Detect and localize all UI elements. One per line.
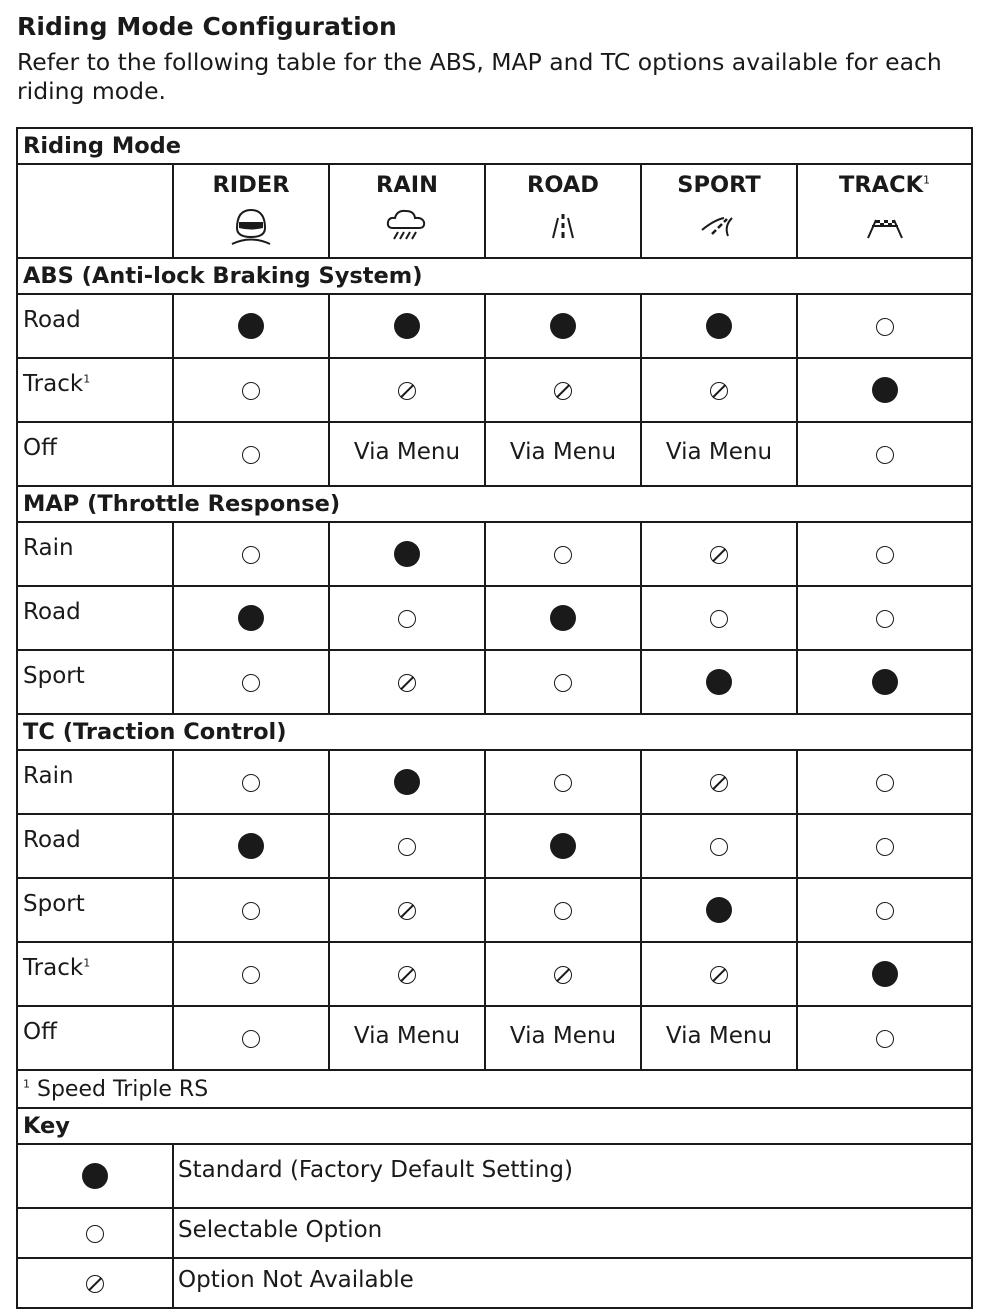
row-label-text: Rain (23, 535, 74, 561)
footnote-mark: 1 (83, 956, 91, 970)
mode-name (330, 172, 484, 198)
table-row (17, 422, 972, 486)
key-row (17, 1208, 972, 1258)
row-label-text: Off (23, 435, 57, 461)
not-available-slashed-circle-icon (554, 966, 572, 984)
rider-helmet-icon (228, 206, 274, 252)
standard-filled-circle-icon (394, 541, 420, 567)
value-cell (329, 814, 485, 878)
value-cell (485, 750, 641, 814)
value-cell (485, 522, 641, 586)
row-label (17, 522, 173, 586)
selectable-open-circle-icon (876, 902, 894, 920)
standard-filled-circle-icon (550, 833, 576, 859)
row-label-text: Track (23, 955, 84, 981)
value-cell (329, 294, 485, 358)
via-menu-text: Via Menu (353, 439, 461, 465)
value-cell (797, 942, 972, 1006)
standard-filled-circle-icon (706, 313, 732, 339)
table-row (17, 522, 972, 586)
value-cell (485, 1006, 641, 1070)
riding-mode-table (16, 127, 973, 1309)
selectable-open-circle-icon (398, 610, 416, 628)
mode-header-row (17, 164, 972, 258)
value-cell (485, 814, 641, 878)
value-cell (173, 814, 329, 878)
row-label (17, 358, 173, 422)
row-label-text: Road (23, 599, 81, 625)
value-cell (173, 878, 329, 942)
value-cell (797, 294, 972, 358)
section-row (17, 258, 972, 294)
value-cell (173, 650, 329, 714)
value-cell (797, 878, 972, 942)
table-row (17, 942, 972, 1006)
selectable-open-circle-icon (876, 1030, 894, 1048)
value-cell (329, 650, 485, 714)
value-cell (797, 522, 972, 586)
section-title: TC (Traction Control) (17, 714, 972, 750)
sport-curve-icon (696, 206, 742, 252)
value-cell (797, 1006, 972, 1070)
header-row (17, 128, 972, 164)
key-title-row (17, 1108, 972, 1144)
row-label (17, 294, 173, 358)
selectable-open-circle-icon (876, 838, 894, 856)
value-cell (641, 586, 797, 650)
mode-header-rain (329, 164, 485, 258)
mode-name-text: RAIN (376, 172, 438, 198)
not-available-slashed-circle-icon (398, 382, 416, 400)
not-available-slashed-circle-icon (710, 382, 728, 400)
standard-filled-circle-icon (872, 669, 898, 695)
blank-corner-cell (17, 164, 173, 258)
selectable-open-circle-icon (710, 838, 728, 856)
selectable-open-circle-icon (710, 610, 728, 628)
standard-filled-circle-icon (550, 605, 576, 631)
table-row (17, 814, 972, 878)
via-menu-text: Via Menu (353, 1023, 461, 1049)
value-cell (641, 750, 797, 814)
row-label-text: Off (23, 1019, 57, 1045)
value-cell (641, 814, 797, 878)
key-description: Standard (Factory Default Setting) (173, 1144, 972, 1208)
footnote-mark: 1 (923, 173, 931, 187)
rain-cloud-icon (384, 206, 430, 252)
standard-filled-circle-icon (238, 313, 264, 339)
value-cell (329, 942, 485, 1006)
selectable-open-circle-icon (242, 382, 260, 400)
section-title: MAP (Throttle Response) (17, 486, 972, 522)
value-cell (797, 650, 972, 714)
value-cell (485, 294, 641, 358)
selectable-open-circle-icon (554, 774, 572, 792)
key-description: Option Not Available (173, 1258, 972, 1308)
value-cell (329, 586, 485, 650)
standard-filled-circle-icon (872, 377, 898, 403)
value-cell (173, 358, 329, 422)
value-cell (173, 942, 329, 1006)
table-row (17, 750, 972, 814)
value-cell (485, 586, 641, 650)
selectable-open-circle-icon (86, 1225, 104, 1243)
standard-filled-circle-icon (550, 313, 576, 339)
mode-name (798, 172, 971, 198)
value-cell (797, 586, 972, 650)
value-cell (329, 358, 485, 422)
key-row (17, 1258, 972, 1308)
key-title: Key (17, 1108, 972, 1144)
value-cell (641, 422, 797, 486)
mode-name-text: TRACK (838, 172, 924, 198)
row-label-text: Road (23, 827, 81, 853)
row-label (17, 1006, 173, 1070)
value-cell (329, 422, 485, 486)
selectable-open-circle-icon (242, 774, 260, 792)
mode-name (642, 172, 796, 198)
value-cell (173, 422, 329, 486)
mode-header-rider (173, 164, 329, 258)
footnote-text: Speed Triple RS (37, 1076, 209, 1102)
standard-filled-circle-icon (394, 769, 420, 795)
via-menu-text: Via Menu (509, 1023, 617, 1049)
value-cell (329, 1006, 485, 1070)
mode-header-sport (641, 164, 797, 258)
standard-filled-circle-icon (82, 1163, 108, 1189)
selectable-open-circle-icon (242, 966, 260, 984)
value-cell (641, 358, 797, 422)
via-menu-text: Via Menu (665, 1023, 773, 1049)
selectable-open-circle-icon (242, 674, 260, 692)
value-cell (173, 522, 329, 586)
value-cell (173, 750, 329, 814)
row-label (17, 878, 173, 942)
selectable-open-circle-icon (876, 318, 894, 336)
row-label-text: Sport (23, 891, 85, 917)
value-cell (485, 942, 641, 1006)
row-label-text: Track (23, 371, 84, 397)
selectable-open-circle-icon (242, 902, 260, 920)
value-cell (641, 650, 797, 714)
row-label (17, 650, 173, 714)
mode-name (174, 172, 328, 198)
section-title: ABS (Anti-lock Braking System) (17, 258, 972, 294)
selectable-open-circle-icon (554, 902, 572, 920)
mode-header-road (485, 164, 641, 258)
not-available-slashed-circle-icon (398, 966, 416, 984)
value-cell (641, 1006, 797, 1070)
key-symbol-cell (17, 1144, 173, 1208)
footnote (17, 1070, 972, 1108)
selectable-open-circle-icon (554, 674, 572, 692)
not-available-slashed-circle-icon (710, 774, 728, 792)
value-cell (641, 942, 797, 1006)
mode-header-track (797, 164, 972, 258)
value-cell (173, 586, 329, 650)
not-available-slashed-circle-icon (710, 546, 728, 564)
value-cell (329, 750, 485, 814)
selectable-open-circle-icon (554, 546, 572, 564)
value-cell (797, 750, 972, 814)
value-cell (485, 650, 641, 714)
row-label-text: Sport (23, 663, 85, 689)
value-cell (173, 294, 329, 358)
footnote-mark: 1 (23, 1077, 30, 1091)
value-cell (797, 358, 972, 422)
key-row (17, 1144, 972, 1208)
value-cell (797, 422, 972, 486)
standard-filled-circle-icon (872, 961, 898, 987)
table-row (17, 650, 972, 714)
road-lane-icon (540, 206, 586, 252)
row-label (17, 814, 173, 878)
row-label-text: Rain (23, 763, 74, 789)
table-header: Riding Mode (17, 128, 972, 164)
selectable-open-circle-icon (242, 546, 260, 564)
page-title: Riding Mode Configuration (17, 12, 397, 41)
standard-filled-circle-icon (394, 313, 420, 339)
standard-filled-circle-icon (238, 833, 264, 859)
row-label (17, 586, 173, 650)
selectable-open-circle-icon (398, 838, 416, 856)
value-cell (641, 522, 797, 586)
mode-name (486, 172, 640, 198)
section-row (17, 714, 972, 750)
value-cell (173, 1006, 329, 1070)
selectable-open-circle-icon (242, 1030, 260, 1048)
selectable-open-circle-icon (876, 546, 894, 564)
selectable-open-circle-icon (876, 774, 894, 792)
standard-filled-circle-icon (706, 669, 732, 695)
via-menu-text: Via Menu (509, 439, 617, 465)
standard-filled-circle-icon (238, 605, 264, 631)
table-row (17, 294, 972, 358)
value-cell (329, 522, 485, 586)
not-available-slashed-circle-icon (554, 382, 572, 400)
not-available-slashed-circle-icon (398, 902, 416, 920)
value-cell (485, 878, 641, 942)
not-available-slashed-circle-icon (710, 966, 728, 984)
mode-name-text: SPORT (677, 172, 761, 198)
value-cell (329, 878, 485, 942)
value-cell (797, 814, 972, 878)
value-cell (641, 294, 797, 358)
key-description: Selectable Option (173, 1208, 972, 1258)
key-symbol-cell (17, 1208, 173, 1258)
mode-name-text: ROAD (527, 172, 599, 198)
not-available-slashed-circle-icon (398, 674, 416, 692)
table-row (17, 586, 972, 650)
section-row (17, 486, 972, 522)
row-label (17, 942, 173, 1006)
not-available-slashed-circle-icon (86, 1275, 104, 1293)
selectable-open-circle-icon (242, 446, 260, 464)
value-cell (485, 422, 641, 486)
key-symbol-cell (17, 1258, 173, 1308)
row-label (17, 750, 173, 814)
row-label-text: Road (23, 307, 81, 333)
row-label (17, 422, 173, 486)
footnote-mark: 1 (83, 372, 91, 386)
track-flag-icon (862, 206, 908, 252)
table-row (17, 878, 972, 942)
mode-name-text: RIDER (212, 172, 290, 198)
table-row (17, 358, 972, 422)
value-cell (485, 358, 641, 422)
via-menu-text: Via Menu (665, 439, 773, 465)
intro-text: Refer to the following table for the ABS, MAP and TC options available for each riding mode. (17, 48, 942, 105)
table-row (17, 1006, 972, 1070)
standard-filled-circle-icon (706, 897, 732, 923)
footnote-row (17, 1070, 972, 1108)
value-cell (641, 878, 797, 942)
selectable-open-circle-icon (876, 610, 894, 628)
selectable-open-circle-icon (876, 446, 894, 464)
